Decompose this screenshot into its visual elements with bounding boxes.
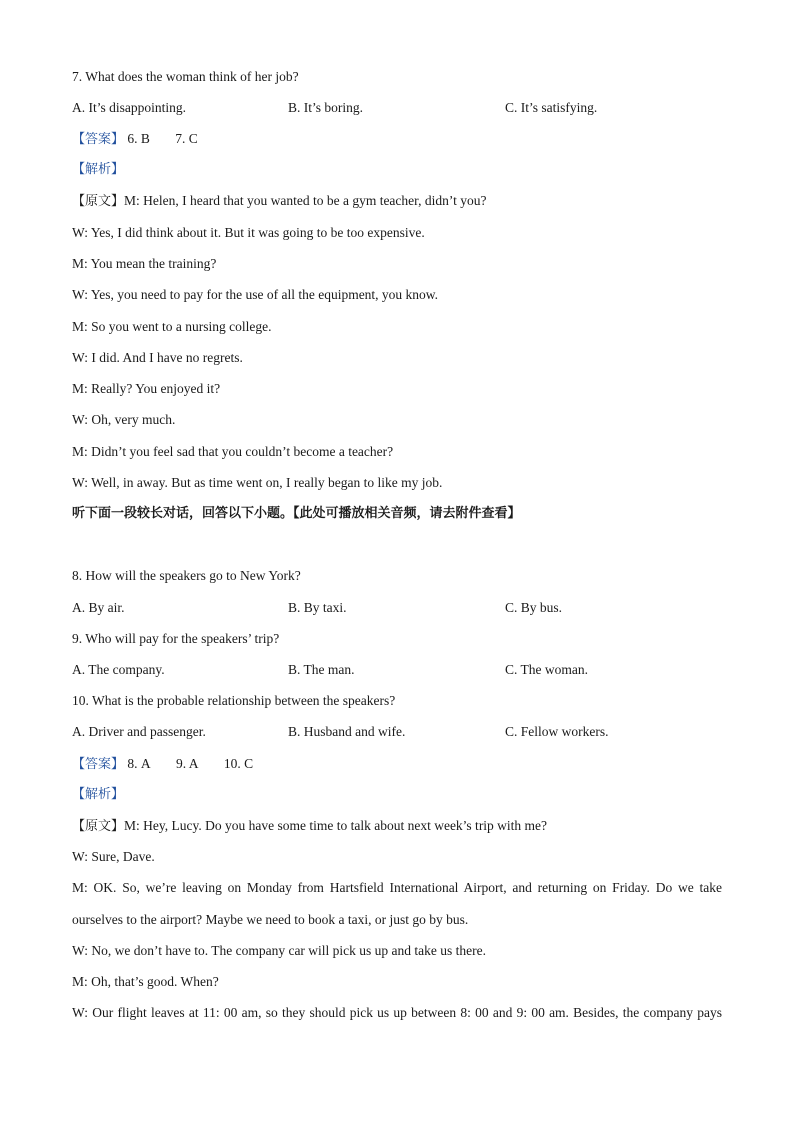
transcript-line: M: Hey, Lucy. Do you have some time to talk about next week’s trip with me? <box>124 818 548 833</box>
answer-item: 9. A <box>176 756 199 771</box>
transcript-line: M: Oh, that’s good. When? <box>72 974 219 989</box>
transcript-line: W: No, we don’t have to. The company car will pick us up and take us there. <box>72 943 487 958</box>
option-10b: B. Husband and wife. <box>288 724 406 739</box>
transcript-tag: 【原文】 <box>72 194 125 209</box>
answer-block-1 <box>72 130 198 149</box>
question-10: 10. What is the probable relationship between the speakers? <box>72 693 396 708</box>
answer-item: 7. C <box>175 131 198 146</box>
transcript-line: W: Our flight leaves at 11: 00 am, so they should pick us up between 8: 00 and 9: 00 am. Besides, the company pays <box>72 1005 722 1020</box>
transcript-line: ourselves to the airport? Maybe we need to book a taxi, or just go by bus. <box>72 912 469 927</box>
question-8: 8. How will the speakers go to New York? <box>72 568 301 583</box>
transcript-first-line-2 <box>72 817 547 836</box>
transcript-line: W: Well, in away. But as time went on, I really began to like my job. <box>72 475 443 490</box>
answer-item: 6. B <box>127 131 150 146</box>
answer-tag: 【答案】 <box>72 132 125 147</box>
option-7c: C. It’s satisfying. <box>505 100 598 115</box>
transcript-line: W: Yes, you need to pay for the use of all the equipment, you know. <box>72 287 439 302</box>
transcript-first-line-1 <box>72 192 487 211</box>
transcript-line: M: You mean the training? <box>72 256 217 271</box>
answer-tag: 【答案】 <box>72 757 125 772</box>
option-8a: A. By air. <box>72 600 125 615</box>
analysis-tag-2: 【解析】 <box>72 787 125 802</box>
option-9c: C. The woman. <box>505 662 588 677</box>
option-8b: B. By taxi. <box>288 600 347 615</box>
transcript-line: W: I did. And I have no regrets. <box>72 350 243 365</box>
option-7a: A. It’s disappointing. <box>72 100 186 115</box>
transcript-tag: 【原文】 <box>72 819 125 834</box>
transcript-line: M: Helen, I heard that you wanted to be a gym teacher, didn’t you? <box>124 193 487 208</box>
answer-block-2 <box>72 755 253 774</box>
answer-item: 8. A <box>127 756 151 771</box>
question-9: 9. Who will pay for the speakers’ trip? <box>72 631 280 646</box>
transcript-line: M: Didn’t you feel sad that you couldn’t become a teacher? <box>72 444 394 459</box>
transcript-line: M: So you went to a nursing college. <box>72 319 272 334</box>
transcript-line: W: Sure, Dave. <box>72 849 155 864</box>
option-8c: C. By bus. <box>505 600 563 615</box>
transcript-line: W: Yes, I did think about it. But it was going to be too expensive. <box>72 225 425 240</box>
option-9b: B. The man. <box>288 662 355 677</box>
transcript-line: M: OK. So, we’re leaving on Monday from Hartsfield International Airport, and returning on Friday. Do we take <box>72 880 722 895</box>
answer-item: 10. C <box>223 756 254 771</box>
option-7b: B. It’s boring. <box>288 100 364 115</box>
question-7: 7. What does the woman think of her job? <box>72 69 299 84</box>
option-10a: A. Driver and passenger. <box>72 724 206 739</box>
option-10c: C. Fellow workers. <box>505 724 609 739</box>
transcript-line: M: Really? You enjoyed it? <box>72 381 221 396</box>
analysis-tag-1: 【解析】 <box>72 162 125 177</box>
option-9a: A. The company. <box>72 662 165 677</box>
transcript-line: W: Oh, very much. <box>72 412 176 427</box>
listening-instruction: 听下面一段较长对话，回答以下小题。【此处可播放相关音频，请去附件查看】 <box>72 506 521 521</box>
